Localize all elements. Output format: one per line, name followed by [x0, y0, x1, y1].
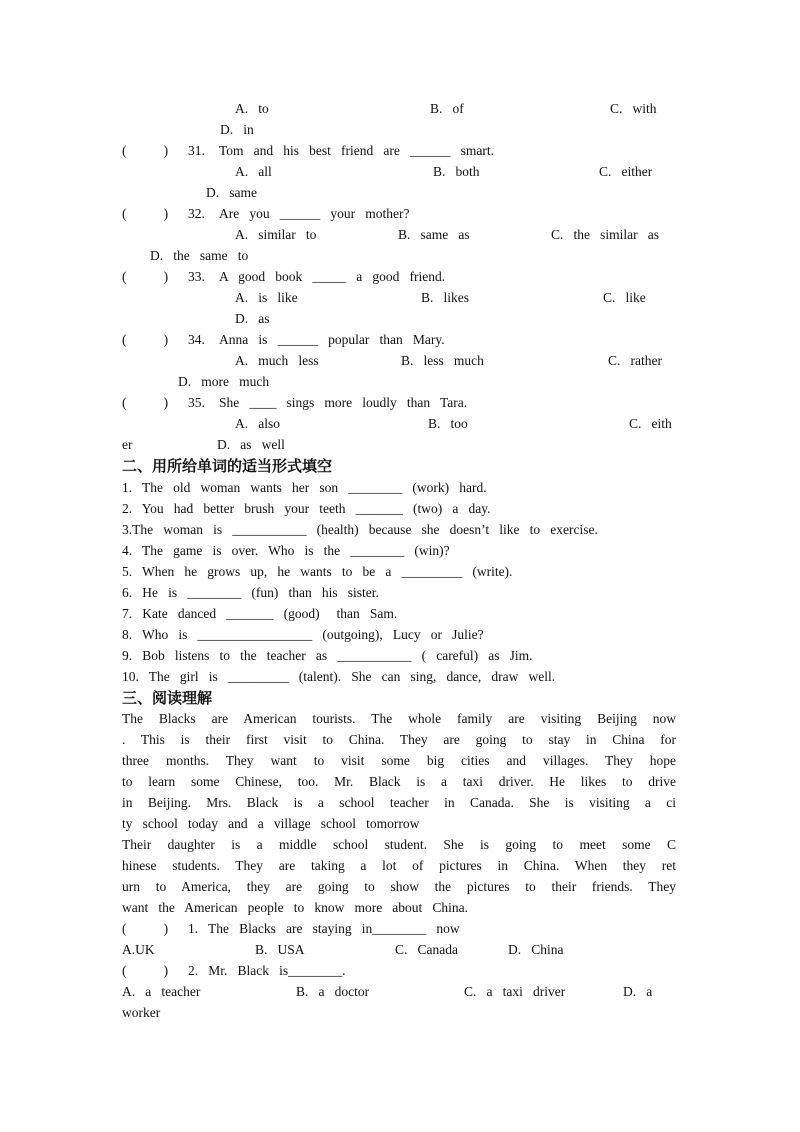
- q35-option-a: A. also: [235, 416, 280, 431]
- section-2-heading: 二、用所给单词的适当形式填空: [122, 457, 333, 475]
- q35-option-c-cont: er: [122, 437, 133, 452]
- q32-option-b: B. same as: [398, 227, 470, 242]
- passage-line-10: want the American people to know more about China.: [122, 900, 469, 915]
- fill-item-2: 2. You had better brush your teeth _______ (two) a day.: [122, 501, 491, 516]
- reading-q1-option-b: B. USA: [255, 942, 305, 957]
- q35-option-b: B. too: [428, 416, 468, 431]
- reading-q2-stem: 2. Mr. Black is________.: [188, 963, 346, 978]
- passage-line-3: three months. They want to visit some big cities and villages. They hope: [122, 753, 676, 768]
- fill-item-10: 10. The girl is _________ (talent). She can sing, dance, draw well.: [122, 669, 556, 684]
- q35-stem: She ____ sings more loudly than Tara.: [219, 395, 468, 410]
- q33-option-d: D. as: [235, 311, 270, 326]
- q32-answer-blank: ( ): [122, 206, 169, 221]
- q31-option-a: A. all: [235, 164, 272, 179]
- reading-q1-option-d: D. China: [508, 942, 564, 957]
- q31-option-b: B. both: [433, 164, 480, 179]
- q34-option-c: C. rather: [608, 353, 662, 368]
- passage-line-9: urn to America, they are going to show the pictures to their friends. They: [122, 879, 676, 894]
- reading-q1-stem: 1. The Blacks are staying in________ now: [188, 921, 460, 936]
- q33-option-b: B. likes: [421, 290, 470, 305]
- passage-line-8: hinese students. They are taking a lot of pictures in China. When they ret: [122, 858, 676, 873]
- q31-option-c: C. either: [599, 164, 653, 179]
- q33-option-c: C. like: [603, 290, 646, 305]
- q33-number: 33.: [188, 269, 205, 284]
- q34-stem: Anna is ______ popular than Mary.: [219, 332, 445, 347]
- q30-option-a: A. to: [235, 101, 269, 116]
- fill-item-4: 4. The game is over. Who is the ________ (win)?: [122, 543, 450, 558]
- q31-number: 31.: [188, 143, 205, 158]
- fill-item-3: 3.The woman is ___________ (health) because she doesn’t like to exercise.: [122, 522, 598, 537]
- fill-item-5: 5. When he grows up, he wants to be a _________ (write).: [122, 564, 513, 579]
- q31-option-d: D. same: [206, 185, 257, 200]
- passage-line-7: Their daughter is a middle school student. She is going to meet some C: [122, 837, 676, 852]
- fill-item-1: 1. The old woman wants her son ________ (work) hard.: [122, 480, 487, 495]
- fill-item-9: 9. Bob listens to the teacher as ___________ ( careful) as Jim.: [122, 648, 533, 663]
- q30-option-d: D. in: [220, 122, 254, 137]
- reading-q2-option-d: D. a: [623, 984, 653, 999]
- q32-number: 32.: [188, 206, 205, 221]
- q35-option-c: C. eith: [629, 416, 672, 431]
- q34-option-b: B. less much: [401, 353, 484, 368]
- reading-q2-option-c: C. a taxi driver: [464, 984, 566, 999]
- q33-stem: A good book _____ a good friend.: [219, 269, 446, 284]
- passage-line-2: . This is their first visit to China. They are going to stay in China for: [122, 732, 676, 747]
- q34-number: 34.: [188, 332, 205, 347]
- reading-q1-answer-blank: ( ): [122, 921, 169, 936]
- passage-line-5: in Beijing. Mrs. Black is a school teacher in Canada. She is visiting a ci: [122, 795, 676, 810]
- q30-option-b: B. of: [430, 101, 464, 116]
- q33-option-a: A. is like: [235, 290, 298, 305]
- passage-line-4: to learn some Chinese, too. Mr. Black is a taxi driver. He likes to drive: [122, 774, 676, 789]
- passage-line-1: The Blacks are American tourists. The whole family are visiting Beijing now: [122, 711, 676, 726]
- reading-q1-option-c: C. Canada: [395, 942, 458, 957]
- reading-q2-answer-blank: ( ): [122, 963, 169, 978]
- q34-option-d: D. more much: [178, 374, 270, 389]
- passage-line-6: ty school today and a village school tomorrow: [122, 816, 420, 831]
- reading-q1-option-a: A.UK: [122, 942, 155, 957]
- q32-option-c: C. the similar as: [551, 227, 659, 242]
- reading-q2-option-b: B. a doctor: [296, 984, 370, 999]
- q35-answer-blank: ( ): [122, 395, 169, 410]
- q31-stem: Tom and his best friend are ______ smart.: [219, 143, 495, 158]
- fill-item-6: 6. He is ________ (fun) than his sister.: [122, 585, 379, 600]
- q35-number: 35.: [188, 395, 205, 410]
- fill-item-7: 7. Kate danced _______ (good) than Sam.: [122, 606, 398, 621]
- reading-q2-option-d-cont: worker: [122, 1005, 161, 1020]
- q32-stem: Are you ______ your mother?: [219, 206, 410, 221]
- q31-answer-blank: ( ): [122, 143, 169, 158]
- section-3-heading: 三、阅读理解: [122, 689, 213, 707]
- q32-option-a: A. similar to: [235, 227, 317, 242]
- q30-option-c: C. with: [610, 101, 657, 116]
- fill-item-8: 8. Who is _________________ (outgoing), Lucy or Julie?: [122, 627, 484, 642]
- q32-option-d: D. the same to: [150, 248, 249, 263]
- q33-answer-blank: ( ): [122, 269, 169, 284]
- q35-option-d: D. as well: [217, 437, 285, 452]
- q34-option-a: A. much less: [235, 353, 319, 368]
- q34-answer-blank: ( ): [122, 332, 169, 347]
- reading-q2-option-a: A. a teacher: [122, 984, 201, 999]
